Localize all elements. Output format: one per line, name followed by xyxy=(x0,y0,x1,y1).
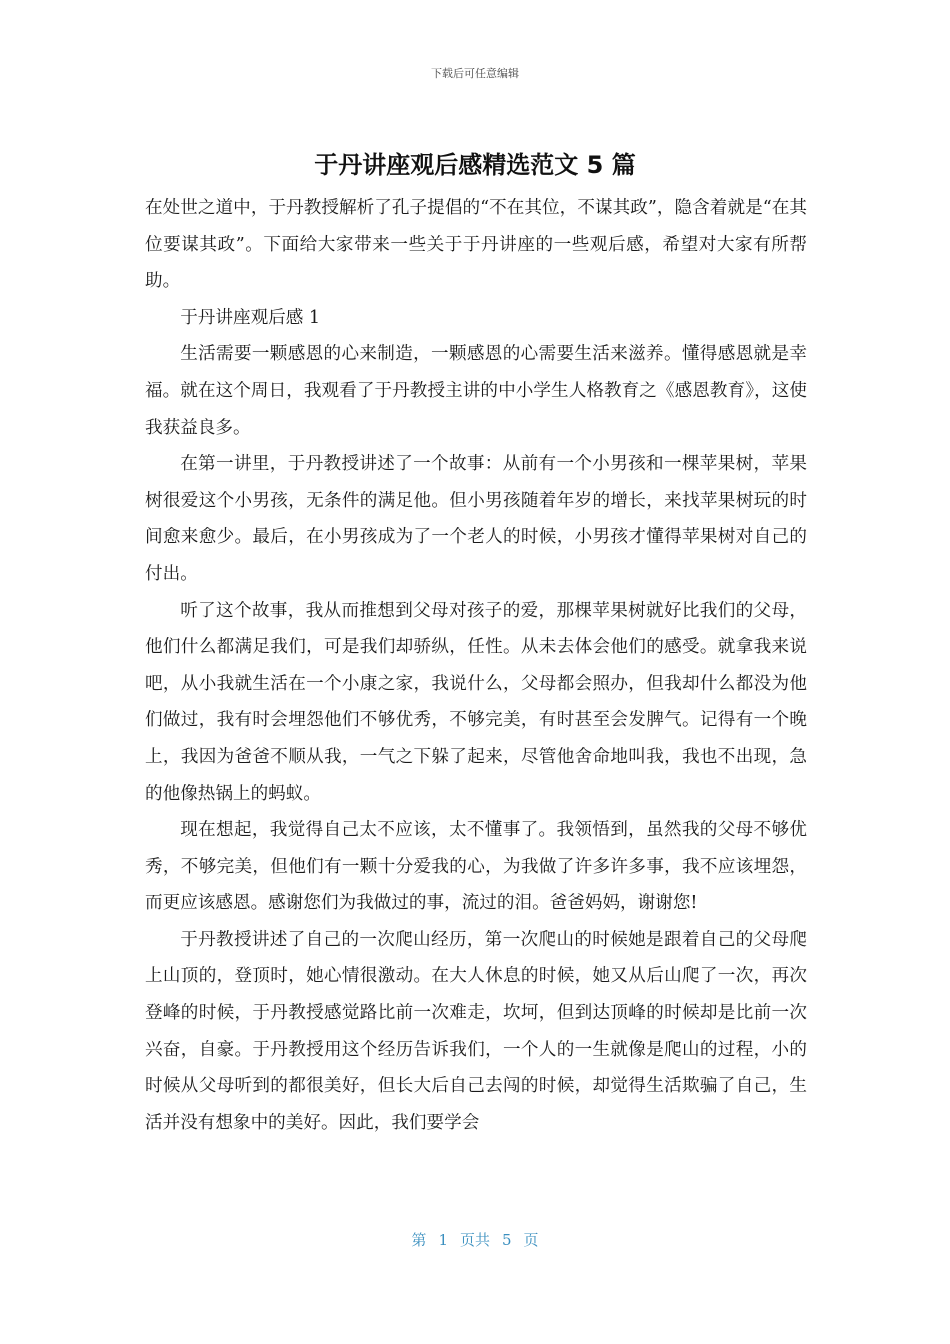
document-title: 于丹讲座观后感精选范文 5 篇 xyxy=(314,151,636,179)
body-paragraph: 现在想起，我觉得自己太不应该，太不懂事了。我领悟到，虽然我的父母不够优秀，不够完美，但他们有一颗十分爱我的心，为我做了许多许多事，我不应该埋怨，而更应该感恩。感谢您们为我做过的事，流过的泪。爸爸妈妈，谢谢您! xyxy=(145,820,807,914)
page-suffix: 页 xyxy=(523,1231,539,1249)
page-current: 1 xyxy=(438,1231,448,1249)
section-heading: 于丹讲座观后感 1 xyxy=(180,307,321,328)
body-paragraph: 听了这个故事，我从而推想到父母对孩子的爱，那棵苹果树就好比我们的父母，他们什么都满足我们，可是我们却骄纵，任性。从未去体会他们的感受。就拿我来说吧，从小我就生活在一个小康之家，我说什么，父母都会照办，但我却什么都没为他们做过，我有时会埋怨他们不够优秀，不够完美，有时甚至会发脾气。记得有一个晚上，我因为爸爸不顺从我，一气之下躲了起来，尽管他舍命地叫我，我也不出现，急的他像热锅上的蚂蚁。 xyxy=(145,600,807,804)
page-number-footer xyxy=(0,1230,950,1250)
body-paragraph: 在第一讲里，于丹教授讲述了一个故事：从前有一个小男孩和一棵苹果树，苹果树很爱这个小男孩，无条件的满足他。但小男孩随着年岁的增长，来找苹果树玩的时间愈来愈少。最后，在小男孩成为了一个老人的时候，小男孩才懂得苹果树对自己的付出。 xyxy=(145,454,807,584)
body-paragraph: 生活需要一颗感恩的心来制造，一颗感恩的心需要生活来滋养。懂得感恩就是幸福。就在这个周日，我观看了于丹教授主讲的中小学生人格教育之《感恩教育》，这使我获益良多。 xyxy=(145,344,807,438)
document-body xyxy=(145,190,807,1141)
body-paragraph: 于丹教授讲述了自己的一次爬山经历，第一次爬山的时候她是跟着自己的父母爬上山顶的，登顶时，她心情很激动。在大人休息的时候，她又从后山爬了一次，再次登峰的时候，于丹教授感觉路比前一次难走，坎坷，但到达顶峰的时候却是比前一次兴奋，自豪。于丹教授用这个经历告诉我们，一个人的一生就像是爬山的过程，小的时候从父母听到的都很美好，但长大后自己去闯的时候，却觉得生活欺骗了自己，生活并没有想象中的美好。因此，我们要学会 xyxy=(145,929,807,1133)
page-prefix: 第 xyxy=(411,1231,427,1249)
page-total: 5 xyxy=(502,1231,512,1249)
header-note: 下载后可任意编辑 xyxy=(431,67,519,80)
intro-paragraph: 在处世之道中，于丹教授解析了孔子提倡的“不在其位，不谋其政”，隐含着就是“在其位要谋其政”。下面给大家带来一些关于于丹讲座的一些观后感，希望对大家有所帮助。 xyxy=(145,198,807,292)
page-middle: 页共 xyxy=(459,1231,490,1249)
